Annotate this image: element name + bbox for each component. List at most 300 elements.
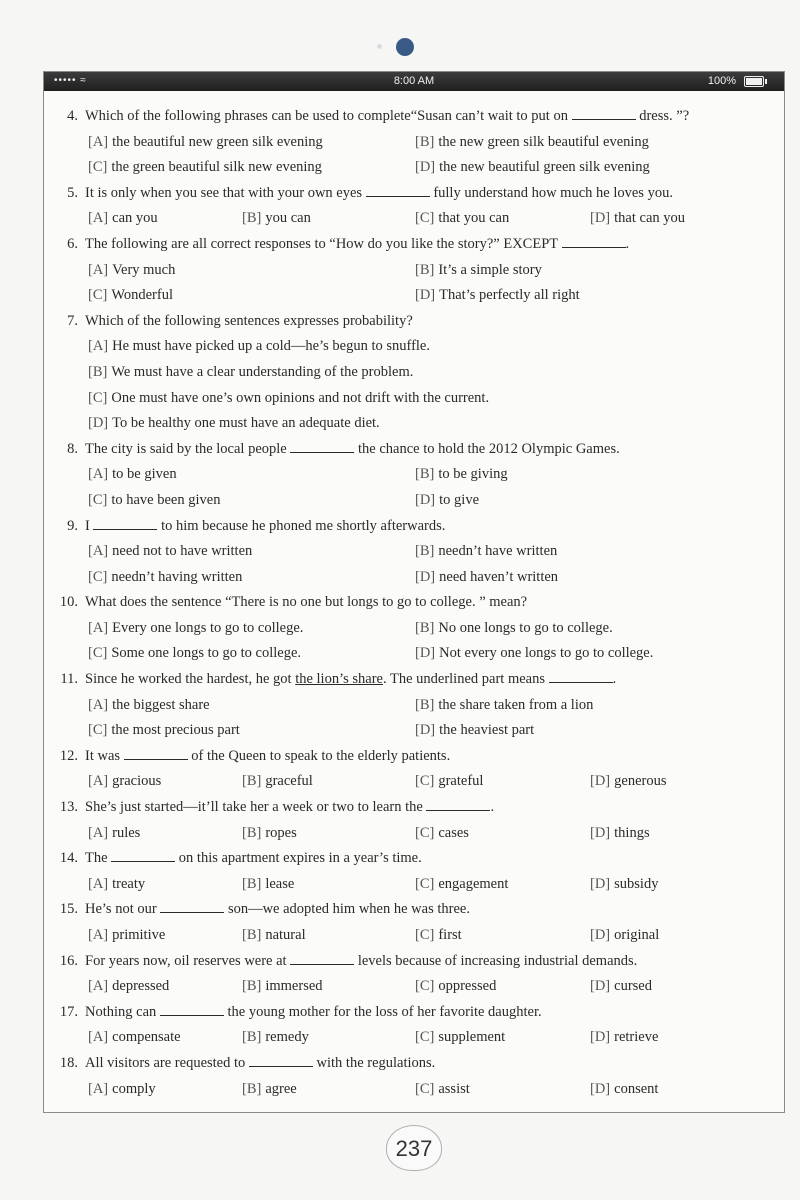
option-label: [D] (590, 1080, 611, 1097)
question-8 (44, 437, 784, 463)
question-15 (44, 897, 784, 923)
answer-blank (111, 849, 175, 862)
option-label: [A] (88, 1080, 109, 1097)
question-number: 14. (59, 850, 78, 867)
stem-text: with the regulations. (312, 1054, 436, 1071)
stem-text: Nothing can (85, 1003, 160, 1020)
option-text: that you can (438, 210, 510, 227)
option-label: [B] (242, 824, 262, 841)
option-text: treaty (112, 875, 146, 892)
answer-option[interactable] (88, 206, 158, 232)
option-text: primitive (112, 927, 166, 943)
option-label: [A] (88, 1029, 109, 1046)
options-row (44, 360, 784, 386)
option-text: need not to have written (112, 543, 253, 560)
question-number: 10. (59, 594, 78, 611)
answer-option[interactable] (88, 462, 177, 488)
options-row (44, 565, 784, 591)
option-text: depressed (112, 978, 170, 995)
option-text: first (438, 927, 462, 943)
option-text: No one longs to go to college. (438, 619, 613, 636)
question-number: 18. (59, 1054, 78, 1071)
answer-option[interactable] (590, 821, 650, 847)
option-label: [D] (415, 722, 436, 739)
option-text: generous (614, 773, 667, 790)
answer-option[interactable] (415, 616, 613, 642)
option-text: that can you (614, 210, 686, 227)
answer-blank (160, 1003, 224, 1016)
options-row (44, 539, 784, 565)
question-7 (44, 309, 784, 335)
question-number: 5. (67, 184, 78, 201)
option-label: [A] (88, 978, 109, 995)
answer-option[interactable] (415, 821, 469, 847)
answer-option[interactable] (88, 693, 210, 719)
question-stem (85, 1051, 435, 1077)
option-text: the share taken from a lion (438, 696, 594, 713)
question-stem (85, 1000, 542, 1026)
answer-option[interactable] (415, 206, 509, 232)
option-text: rules (112, 824, 141, 841)
answer-option[interactable] (415, 872, 508, 898)
stem-text: He’s not our (85, 901, 161, 918)
options-row (44, 462, 784, 488)
options-row (44, 386, 784, 412)
answer-blank (290, 952, 354, 965)
stem-text: The city is said by the local people (85, 440, 291, 457)
stem-text: She’s just started—it’ll take her a week or two to learn the (85, 799, 427, 816)
option-label: [A] (88, 824, 109, 841)
option-text: the green beautiful silk new evening (111, 159, 322, 176)
question-stem (85, 897, 470, 923)
answer-option[interactable] (88, 974, 169, 1000)
question-number: 11. (60, 671, 78, 688)
options-row (44, 488, 784, 514)
option-text: ropes (265, 824, 297, 841)
stem-text: the chance to hold the 2012 Olympic Games. (354, 440, 620, 457)
answer-option[interactable] (88, 360, 413, 386)
option-text: needn’t having written (111, 568, 243, 585)
option-label: [D] (590, 824, 611, 841)
page-number: 237 (386, 1125, 442, 1171)
option-text: to give (439, 491, 480, 508)
stem-text: The (85, 850, 112, 867)
answer-option[interactable] (242, 974, 323, 1000)
answer-option[interactable] (242, 821, 297, 847)
question-stem (85, 104, 689, 130)
answer-option[interactable] (88, 769, 161, 795)
answer-blank (249, 1054, 313, 1067)
question-4 (44, 104, 784, 130)
question-6 (44, 232, 784, 258)
option-label: [C] (88, 491, 108, 508)
option-label: [C] (415, 978, 435, 995)
answer-option[interactable] (88, 411, 380, 437)
option-text: the heaviest part (439, 722, 535, 739)
options-row (44, 769, 784, 795)
options-row (44, 283, 784, 309)
question-stem (85, 309, 413, 335)
option-label: [B] (242, 927, 262, 943)
answer-option[interactable] (88, 923, 165, 949)
options-row (44, 1025, 784, 1051)
option-label: [B] (242, 773, 262, 790)
answer-blank (366, 184, 430, 197)
answer-option[interactable] (415, 258, 542, 284)
answer-option[interactable] (242, 923, 306, 949)
option-text: retrieve (614, 1029, 659, 1046)
front-camera (396, 38, 414, 56)
answer-blank (549, 670, 613, 683)
option-label: [C] (88, 159, 108, 176)
option-label: [A] (88, 133, 109, 150)
status-time: 8:00 AM (393, 75, 435, 87)
answer-option[interactable] (242, 872, 294, 898)
option-label: [D] (590, 875, 611, 892)
option-text: you can (265, 210, 311, 227)
stem-text: It is only when you see that with your own eyes (85, 184, 366, 201)
stem-text: dress. ”? (635, 108, 690, 124)
option-label: [C] (415, 875, 435, 892)
stem-text: All visitors are requested to (85, 1054, 249, 1071)
underlined-phrase: the lion’s share (295, 671, 383, 688)
option-text: natural (265, 927, 306, 943)
answer-option[interactable] (415, 1025, 505, 1051)
option-text: oppressed (438, 978, 497, 995)
option-label: [C] (88, 722, 108, 739)
option-label: [A] (88, 696, 109, 713)
question-stem (85, 514, 445, 540)
option-label: [B] (242, 978, 262, 995)
option-label: [C] (415, 927, 435, 943)
answer-option[interactable] (415, 718, 534, 744)
stem-text: Since he worked the hardest, he got (85, 671, 296, 688)
answer-option[interactable] (88, 155, 322, 181)
stem-text: . (625, 235, 630, 252)
option-label: [A] (88, 338, 109, 355)
option-text: things (614, 824, 650, 841)
option-text: agree (265, 1080, 297, 1097)
option-label: [C] (88, 645, 108, 662)
option-label: [D] (590, 978, 611, 995)
option-label: [D] (415, 491, 436, 508)
question-number: 8. (67, 440, 78, 457)
battery-icon (744, 76, 764, 87)
option-text: One must have one’s own opinions and not drift with the current. (111, 389, 490, 406)
answer-option[interactable] (415, 539, 557, 565)
answer-option[interactable] (88, 641, 301, 667)
answer-option[interactable] (415, 1077, 470, 1103)
option-text: needn’t have written (438, 543, 558, 560)
option-text: need haven’t written (439, 568, 559, 585)
option-text: the new beautiful green silk evening (439, 159, 650, 176)
question-stem (85, 181, 673, 207)
question-5 (44, 181, 784, 207)
answer-option[interactable] (415, 488, 479, 514)
stem-text: . The underlined part means (382, 671, 549, 688)
option-label: [A] (88, 261, 109, 278)
option-label: [A] (88, 466, 109, 483)
answer-option[interactable] (242, 1077, 297, 1103)
option-label: [C] (415, 1029, 435, 1046)
answer-option[interactable] (88, 258, 175, 284)
answer-option[interactable] (88, 821, 140, 847)
question-11 (44, 667, 784, 693)
option-text: He must have picked up a cold—he’s begun to snuffle. (112, 338, 430, 355)
option-label: [C] (88, 389, 108, 406)
question-number: 4. (67, 108, 78, 124)
option-label: [C] (88, 287, 108, 304)
options-row (44, 206, 784, 232)
answer-blank (426, 798, 490, 811)
option-text: We must have a clear understanding of the problem. (111, 363, 414, 380)
option-label: [C] (88, 568, 108, 585)
stem-text: Which of the following phrases can be used to complete“Susan can’t wait to put on (85, 108, 572, 124)
answer-option[interactable] (88, 539, 252, 565)
option-text: Every one longs to go to college. (112, 619, 304, 636)
options-row (44, 1077, 784, 1103)
stem-text: . (612, 671, 617, 688)
option-text: Some one longs to go to college. (111, 645, 302, 662)
question-17 (44, 1000, 784, 1026)
answer-blank (160, 900, 224, 913)
option-label: [B] (415, 466, 435, 483)
question-stem (85, 795, 494, 821)
question-9 (44, 514, 784, 540)
options-row (44, 641, 784, 667)
options-row (44, 974, 784, 1000)
answer-option[interactable] (415, 693, 593, 719)
answer-option[interactable] (415, 283, 580, 309)
option-label: [A] (88, 543, 109, 560)
options-row (44, 872, 784, 898)
answer-option[interactable] (415, 923, 462, 949)
option-label: [D] (415, 287, 436, 304)
option-text: original (614, 927, 660, 943)
answer-option[interactable] (88, 1077, 156, 1103)
stem-text: on this apartment expires in a year’s time. (175, 850, 422, 867)
front-sensor (377, 44, 382, 49)
answer-option[interactable] (88, 718, 240, 744)
options-row (44, 334, 784, 360)
answer-option[interactable] (415, 155, 650, 181)
option-label: [D] (415, 159, 436, 176)
options-row (44, 821, 784, 847)
option-text: assist (438, 1080, 470, 1097)
option-label: [B] (242, 1080, 262, 1097)
answer-option[interactable] (590, 974, 652, 1000)
question-number: 13. (59, 799, 78, 816)
stem-text: levels because of increasing industrial demands. (354, 952, 638, 969)
option-text: compensate (112, 1029, 181, 1046)
option-text: the biggest share (112, 696, 210, 713)
answer-option[interactable] (88, 565, 242, 591)
option-label: [A] (88, 619, 109, 636)
option-text: That’s perfectly all right (439, 287, 580, 304)
question-number: 6. (67, 235, 78, 252)
answer-option[interactable] (242, 769, 313, 795)
option-text: comply (112, 1080, 156, 1097)
option-label: [A] (88, 773, 109, 790)
option-label: [C] (415, 824, 435, 841)
option-text: graceful (265, 773, 313, 790)
question-stem (85, 949, 637, 975)
answer-blank (124, 747, 188, 760)
answer-option[interactable] (88, 488, 220, 514)
options-row (44, 155, 784, 181)
option-label: [D] (415, 568, 436, 585)
option-text: to have been given (111, 491, 221, 508)
answer-option[interactable] (590, 769, 666, 795)
answer-option[interactable] (242, 1025, 309, 1051)
option-label: [B] (415, 133, 435, 150)
question-stem (85, 437, 620, 463)
answer-blank (93, 517, 157, 530)
option-label: [D] (590, 927, 611, 943)
stem-text: . (490, 799, 495, 816)
option-text: Wonderful (111, 287, 173, 304)
question-stem (85, 744, 450, 770)
stem-text: What does the sentence “There is no one but longs to go to college. ” mean? (85, 594, 528, 611)
stem-text: I (85, 517, 94, 534)
option-text: To be healthy one must have an adequate diet. (112, 415, 380, 432)
option-text: It’s a simple story (438, 261, 542, 278)
option-text: supplement (438, 1029, 506, 1046)
option-label: [B] (415, 543, 435, 560)
stem-text: to him because he phoned me shortly afterwards. (157, 517, 446, 534)
options-row (44, 258, 784, 284)
question-number: 15. (59, 901, 78, 918)
options-row (44, 923, 784, 949)
option-label: [D] (590, 210, 611, 227)
option-text: Not every one longs to go to college. (439, 645, 654, 662)
tablet-screen (43, 71, 785, 1113)
question-number: 9. (67, 517, 78, 534)
option-label: [A] (88, 210, 109, 227)
stem-text: son—we adopted him when he was three. (224, 901, 470, 918)
option-text: consent (614, 1080, 659, 1097)
status-bar (44, 72, 784, 91)
option-label: [A] (88, 927, 109, 943)
option-text: the new green silk beautiful evening (438, 133, 649, 150)
answer-blank (562, 235, 626, 248)
option-text: immersed (265, 978, 323, 995)
answer-option[interactable] (88, 130, 323, 156)
option-label: [B] (242, 210, 262, 227)
options-row (44, 411, 784, 437)
option-text: grateful (438, 773, 484, 790)
question-number: 16. (59, 952, 78, 969)
option-text: cursed (614, 978, 652, 995)
question-stem (85, 846, 422, 872)
stem-text: The following are all correct responses to “How do you like the story?” EXCEPT (85, 235, 562, 252)
answer-blank (572, 107, 636, 120)
options-row (44, 130, 784, 156)
stem-text: fully understand how much he loves you. (429, 184, 673, 201)
option-label: [C] (415, 210, 435, 227)
option-text: the beautiful new green silk evening (112, 133, 323, 150)
stem-text: Which of the following sentences expresses probability? (85, 312, 413, 329)
option-text: engagement (438, 875, 509, 892)
option-text: to be given (112, 466, 177, 483)
answer-option[interactable] (88, 872, 145, 898)
answer-option[interactable] (590, 1077, 658, 1103)
answer-option[interactable] (415, 769, 483, 795)
answer-option[interactable] (88, 616, 303, 642)
option-text: can you (112, 210, 158, 227)
option-label: [B] (415, 619, 435, 636)
signal-wifi-icon: ••••• ≈ (54, 75, 87, 86)
question-number: 12. (59, 747, 78, 764)
options-row (44, 718, 784, 744)
answer-option[interactable] (415, 565, 558, 591)
answer-option[interactable] (590, 923, 659, 949)
question-stem (85, 667, 616, 693)
option-text: the most precious part (111, 722, 240, 739)
question-18 (44, 1051, 784, 1077)
answer-option[interactable] (415, 462, 508, 488)
question-list (44, 104, 784, 1102)
question-13 (44, 795, 784, 821)
battery-percent: 100% (707, 75, 736, 87)
option-label: [D] (590, 1029, 611, 1046)
option-text: lease (265, 875, 295, 892)
option-label: [B] (88, 363, 108, 380)
answer-option[interactable] (242, 206, 311, 232)
option-label: [B] (415, 261, 435, 278)
answer-option[interactable] (590, 1025, 658, 1051)
stem-text: the young mother for the loss of her favorite daughter. (223, 1003, 542, 1020)
option-text: cases (438, 824, 469, 841)
option-label: [B] (242, 875, 262, 892)
options-row (44, 693, 784, 719)
question-number: 7. (67, 312, 78, 329)
option-label: [A] (88, 875, 109, 892)
question-14 (44, 846, 784, 872)
option-label: [D] (590, 773, 611, 790)
answer-option[interactable] (590, 206, 685, 232)
answer-option[interactable] (415, 641, 653, 667)
option-label: [D] (88, 415, 109, 432)
answer-option[interactable] (415, 130, 649, 156)
options-row (44, 616, 784, 642)
answer-blank (290, 440, 354, 453)
option-label: [D] (415, 645, 436, 662)
stem-text: For years now, oil reserves were at (85, 952, 291, 969)
answer-option[interactable] (88, 283, 173, 309)
answer-option[interactable] (590, 872, 658, 898)
option-label: [B] (415, 696, 435, 713)
option-text: Very much (112, 261, 176, 278)
answer-option[interactable] (88, 334, 430, 360)
question-stem (85, 232, 629, 258)
answer-option[interactable] (88, 386, 489, 412)
question-number: 17. (59, 1003, 78, 1020)
option-label: [B] (242, 1029, 262, 1046)
question-stem (85, 590, 527, 616)
option-text: subsidy (614, 875, 659, 892)
question-16 (44, 949, 784, 975)
option-label: [C] (415, 1080, 435, 1097)
stem-text: It was (85, 747, 124, 764)
answer-option[interactable] (415, 974, 496, 1000)
question-10 (44, 590, 784, 616)
option-label: [C] (415, 773, 435, 790)
option-text: remedy (265, 1029, 309, 1046)
question-12 (44, 744, 784, 770)
option-text: gracious (112, 773, 162, 790)
answer-option[interactable] (88, 1025, 181, 1051)
